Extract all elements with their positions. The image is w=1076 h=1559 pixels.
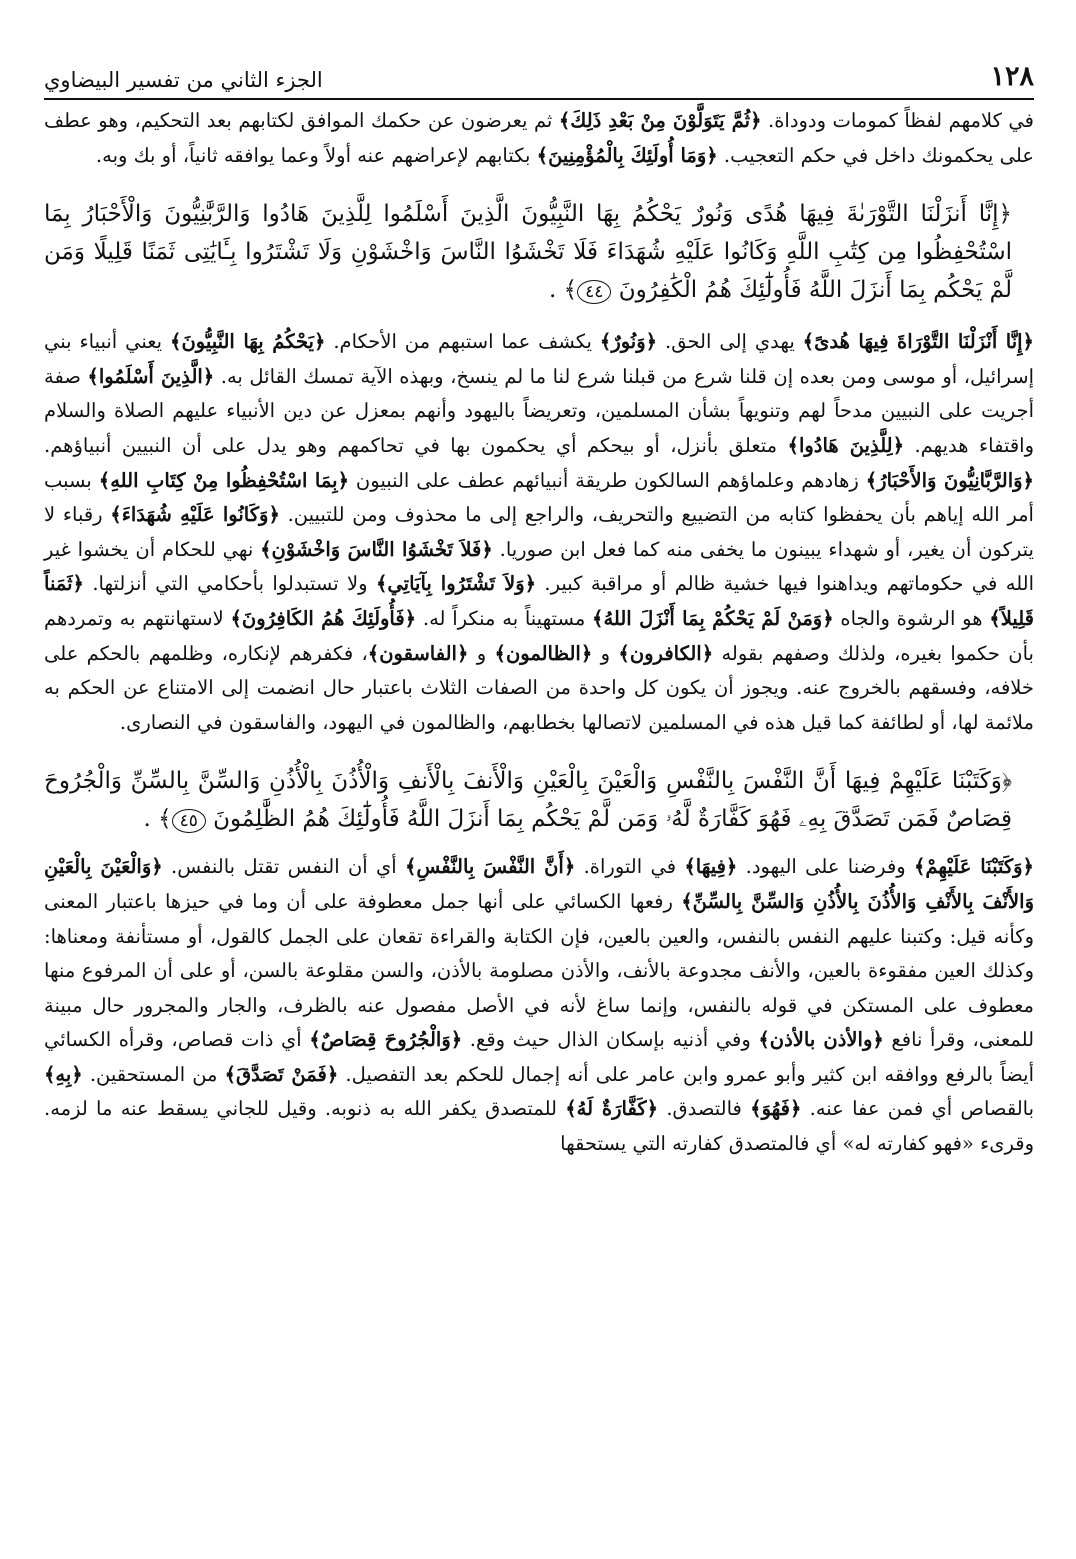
quran-quote: ﴿وَمَنْ لَمْ يَحْكُمْ بِمَا أَنْزَلَ اللهُ﴾ xyxy=(592,606,834,630)
commentary-text: ولا تستبدلوا بأحكامي التي أنزلتها. xyxy=(83,572,376,596)
page-header xyxy=(44,58,1034,92)
quran-verse-44 xyxy=(44,195,1034,309)
verse-close: ﴾ . xyxy=(143,806,172,833)
quran-quote: ﴿فَهُوَ﴾ xyxy=(750,1097,802,1121)
quran-quote: ﴿فَلاَ تَخْشَوُا النَّاسَ وَاخْشَوْنِ﴾ xyxy=(260,537,493,561)
quran-quote: ﴿والأذن بالأذن﴾ xyxy=(758,1028,884,1052)
quran-quote: ﴿إِنَّا أَنْزَلْنَا التَّوْرَاةَ فِيهَا هُدىً﴾ xyxy=(802,330,1034,354)
page-number: ١٢٨ xyxy=(990,61,1034,92)
commentary-text: بالقصاص أي فمن عفا عنه. xyxy=(801,1097,1035,1121)
quran-quote: ﴿وَنُورٌ﴾ xyxy=(599,330,658,354)
commentary-text: ثم يعرضون عن حكمك الموافق لكتابهم بعد التحكيم، وهو عطف على يحكمونك داخل في حكم التعجيب. xyxy=(44,109,1034,167)
header-rule xyxy=(44,98,1034,100)
quran-quote: ﴿كَفَّارَةٌ لَهُ﴾ xyxy=(565,1097,659,1121)
commentary-text: وفرضنا على اليهود. xyxy=(737,855,914,879)
page-body xyxy=(44,104,1034,1162)
quran-quote: ﴿الكافرون﴾ xyxy=(618,641,714,665)
verse-close: ﴾ . xyxy=(549,277,578,304)
commentary-text: للمتصدق يكفر الله به ذنوبه. وقيل للجاني يسقط عنه ما لزمه. وقرىء «فهو كفارته له» أي فالمتصدق كفارته التي يستحقها xyxy=(44,1097,1034,1156)
commentary-text: أي أن النفس تقتل بالنفس. xyxy=(162,855,405,879)
commentary-text: هو الرشوة والجاه xyxy=(833,606,990,630)
commentary-text: في التوراة. xyxy=(575,855,685,879)
commentary-text: لاستهانتهم به وتمردهم بأن حكموا بغيره، ولذلك وصفهم بقوله xyxy=(44,606,1034,665)
commentary-paragraph-2 xyxy=(44,325,1034,740)
commentary-text: نهي للحكام أن يخشوا غير الله في حكوماتهم ويداهنوا فيها خشية ظالم أو مراقبة كبير. xyxy=(44,537,1035,596)
quran-quote: ﴿الظالمون﴾ xyxy=(494,641,593,665)
verse-number-marker: ٤٤ xyxy=(577,280,611,304)
quran-quote: ﴿ثُمَّ يَتَوَلَّوْنَ مِنْ بَعْدِ ذَلِكَ﴾ xyxy=(558,109,762,132)
verse-number-marker: ٤٥ xyxy=(172,809,206,833)
commentary-text: بكتابهم لإعراضهم عنه أولاً وعما يوافقه ثانياً، أو بك وبه. xyxy=(95,143,537,167)
quran-quote: ﴿لِلَّذِينَ هَادُوا﴾ xyxy=(787,433,905,457)
commentary-text: رقباء لا يتركون أن يغير، أو شهداء يبينون ما يخفى منه كما فعل ابن صوريا. xyxy=(44,503,1034,561)
quran-quote: ﴿وَالْجُرُوحَ قِصَاصٌ﴾ xyxy=(309,1028,463,1052)
commentary-text: زهادهم وعلماؤهم السالكون طريقة أنبيائهم عطف على النبيون xyxy=(349,468,866,492)
verse-text: ﴿إِنَّا أَنزَلْنَا التَّوْرَىٰةَ فِيهَا هُدًى وَنُورٌ يَحْكُمُ بِهَا النَّبِيُّونَ الَّذِينَ أَسْلَمُوا لِلَّذِينَ هَادُوا وَالرَّبَّٰنِيُّونَ وَالْأَحْبَارُ بِمَا اسْتُحْفِظُوا مِن كِتَٰبِ اللَّهِ وَكَانُوا عَلَيْهِ شُهَدَاءَ فَلَا تَخْشَوُا النَّاسَ وَاخْشَوْنِ وَلَا تَشْتَرُوا بِـَٔايَٰتِى ثَمَنًا قَلِيلًا وَمَن لَّمْ يَحْكُم بِمَا أَنزَلَ اللَّهُ فَأُولَٰٓئِكَ هُمُ الْكَٰفِرُونَ xyxy=(44,201,1012,304)
commentary-text: صفة أجريت على النبيين مدحاً لهم وتنويهاً بشأن المسلمين، وتعريضاً باليهود وأنهم بمعزل عن دين الأنبياء عليهم الصلاة والسلام واقتفاء هديهم. xyxy=(44,364,1034,457)
commentary-text: يكشف عما استبهم من الأحكام. xyxy=(325,330,600,354)
quran-quote: ﴿بِمَا اسْتُحْفِظُوا مِنْ كِتَابِ اللهِ﴾ xyxy=(98,468,349,492)
quran-quote: ﴿الَّذِينَ أَسْلَمُوا﴾ xyxy=(87,364,215,388)
quran-quote: ﴿وَكَتَبْنَا عَلَيْهِمْ﴾ xyxy=(914,855,1034,879)
quran-quote: ﴿أَنَّ النَّفْسَ بِالنَّفْسِ﴾ xyxy=(404,855,576,879)
quran-quote: ﴿الفاسقون﴾ xyxy=(367,641,469,665)
commentary-text: متعلق بأنزل، أو بيحكم أي يحكمون بها في تحاكمهم وهو يدل على أن النبيين أنبياؤهم. xyxy=(44,433,788,457)
quran-quote: ﴿ثَمَناً قَلِيلاً﴾ xyxy=(44,572,1034,630)
quran-quote: ﴿يَحْكُمُ بِهَا النَّبِيُّونَ﴾ xyxy=(170,330,326,354)
quran-quote: ﴿وَالْعَيْنَ بِالْعَيْنِ وَالأَنْفَ بِالأَنْفِ وَالأُذُنَ بِالأُذُنِ وَالسِّنَّ بِالسِّنِّ﴾ xyxy=(44,855,1034,913)
running-title: الجزء الثاني من تفسير البيضاوي xyxy=(44,68,323,92)
commentary-text: و xyxy=(592,641,619,665)
quran-quote: ﴿وَلاَ تَشْتَرُوا بِآيَاتِي﴾ xyxy=(375,572,537,596)
commentary-text: في كلامهم لفظاً كمومات ودوداة. xyxy=(761,109,1034,132)
commentary-text: مستهيناً به منكراً له. xyxy=(416,606,593,630)
commentary-text: يعني أنبياء بني إسرائيل، أو موسى ومن بعده إن قلنا شرع من قبلنا شرع لنا ما لم ينسخ، وبهذه الآية تمسك القائل به. xyxy=(44,330,1035,388)
spacer xyxy=(44,309,1034,325)
spacer xyxy=(44,173,1034,195)
commentary-text: فالتصدق. xyxy=(658,1097,751,1121)
commentary-text: من المستحقين. xyxy=(82,1062,225,1086)
spacer xyxy=(44,740,1034,762)
quran-quote: ﴿فِيهَا﴾ xyxy=(684,855,738,879)
commentary-text: وفي أذنيه بإسكان الذال حيث وقع. xyxy=(462,1028,759,1052)
commentary-paragraph-1 xyxy=(44,104,1034,173)
commentary-text: يهدي إلى الحق. xyxy=(657,330,803,354)
commentary-text: و xyxy=(468,641,495,665)
quran-quote: ﴿وَكَانُوا عَلَيْهِ شُهَدَاءَ﴾ xyxy=(110,503,280,527)
commentary-text: بسبب أمر الله إياهم بأن يحفظوا كتابه من التضييع والتحريف، والراجع إلى ما محذوف ومن للتبيين. xyxy=(44,468,1034,527)
quran-quote: ﴿وَالرَّبَّانِيُّونَ وَالأَحْبَارُ﴾ xyxy=(865,468,1034,492)
quran-quote: ﴿فَأُولَئِكَ هُمُ الكَافِرُونَ﴾ xyxy=(230,606,417,630)
commentary-text: رفعها الكسائي على أنها جمل معطوفة على أن وما في حيزها باعتبار المعنى وكأنه قيل: وكتبنا عليهم النفس بالنفس، والعين بالعين، فإن الكتابة والقراءة تقعان على الجمل كالقول، أو مستأنفة ومعناها: وكذلك العين مفقوءة بالعين، والأنف مجدوعة بالأنف، والأذن مصلومة بالأذن، والسن مقلوعة بالسن، أو على أن المرفوع منها معطوف على المستكن في قوله بالنفس، وإنما ساغ لأنه في الأصل مفصول عنه بالظرف، والجار والمجرور حال مبينة للمعنى، وقرأ نافع xyxy=(44,889,1035,1052)
commentary-text: أي ذات قصاص، وقرأه الكسائي أيضاً بالرفع ووافقه ابن كثير وأبو عمرو وابن عامر على أنه إجمال للحكم بعد التفصيل. xyxy=(44,1028,1034,1086)
commentary-text: ، فكفرهم لإنكاره، وظلمهم بالحكم على خلافه، وفسقهم بالخروج عنه. ويجوز أن يكون كل واحدة من الصفات الثلاث باعتبار حال انضمت إلى الامتناع عن الحكم به ملائمة لها، أو لطائفة كما قيل هذه في المسلمين لاتصالها بخطابهم، والظالمون في اليهود، والفاسقون في النصارى. xyxy=(44,641,1034,734)
quran-verse-45 xyxy=(44,762,1034,838)
commentary-paragraph-3 xyxy=(44,850,1034,1161)
quran-quote: ﴿فَمَنْ تَصَدَّقَ﴾ xyxy=(224,1062,339,1086)
quran-quote: ﴿بِهِ﴾ xyxy=(44,1062,83,1086)
spacer xyxy=(44,838,1034,850)
quran-quote: ﴿وَمَا أُولَئِكَ بِالْمُؤْمِنِينَ﴾ xyxy=(536,143,718,167)
verse-text: ﴿وَكَتَبْنَا عَلَيْهِمْ فِيهَا أَنَّ النَّفْسَ بِالنَّفْسِ وَالْعَيْنَ بِالْعَيْنِ وَالْأَنفَ بِالْأَنفِ وَالْأُذُنَ بِالْأُذُنِ وَالسِّنَّ بِالسِّنِّ وَالْجُرُوحَ قِصَاصٌ فَمَن تَصَدَّقَ بِهِۦ فَهُوَ كَفَّارَةٌ لَّهُۥ وَمَن لَّمْ يَحْكُم بِمَا أَنزَلَ اللَّهُ فَأُولَٰٓئِكَ هُمُ الظَّٰلِمُونَ xyxy=(44,768,1012,833)
